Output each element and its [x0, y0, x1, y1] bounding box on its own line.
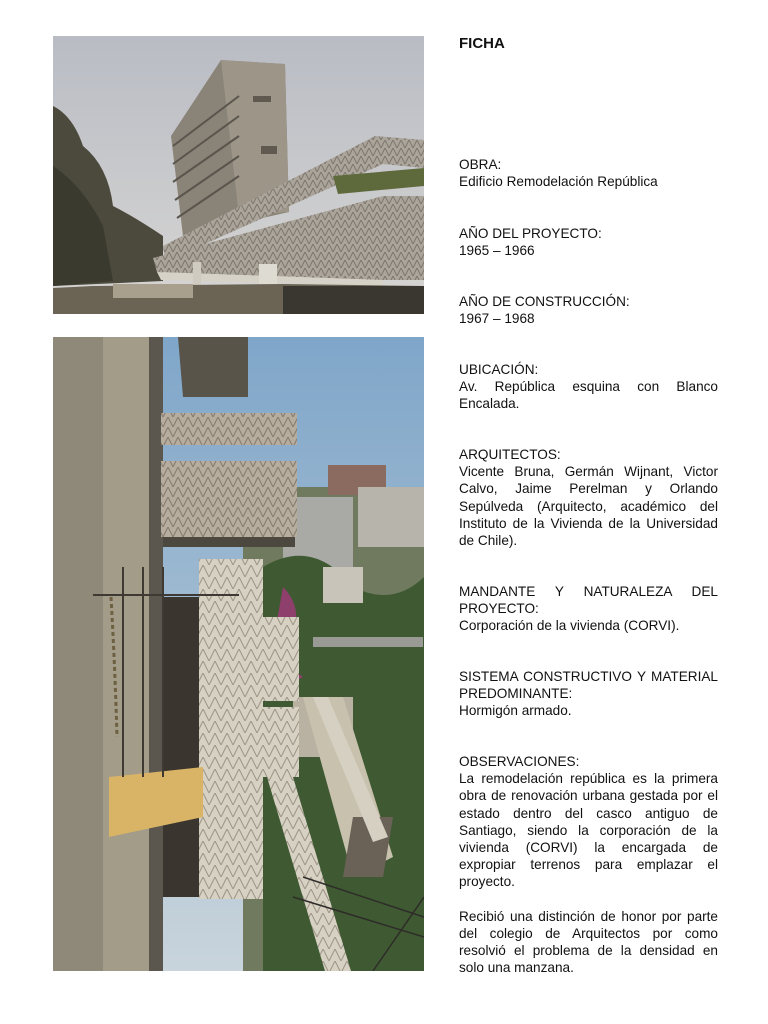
observaciones-paragraph-1: La remodelación república es la primera obra de renovación urbana gestada por el estado dentro del casco antiguo de Santiago, siendo la corporación de la vivienda (CORVI) la encargada de expropiar terrenos para emplazar el proyecto.	[459, 771, 718, 890]
ubicacion-label: UBICACIÓN:	[459, 362, 539, 377]
sistema-label: SISTEMA CONSTRUCTIVO Y MATERIAL PREDOMINANTE:	[459, 669, 718, 702]
section-observaciones	[459, 753, 718, 976]
obra-label: OBRA:	[459, 157, 502, 172]
section-ubicacion	[459, 361, 718, 413]
section-obra	[459, 156, 718, 190]
building-photo-bottom	[53, 337, 424, 971]
observaciones-paragraph-2: Recibió una distinción de honor por parte del colegio de Arquitectos por como resolvió el problema de la densidad en solo una manzana.	[459, 908, 718, 976]
section-ano-construccion	[459, 293, 718, 327]
building-photo-top	[53, 36, 424, 314]
ano-construccion-value: 1967 – 1968	[459, 311, 535, 327]
obra-value: Edificio Remodelación República	[459, 174, 658, 190]
observaciones-label: OBSERVACIONES:	[459, 754, 580, 769]
mandante-value: Corporación de la vivienda (CORVI).	[459, 618, 680, 634]
section-sistema	[459, 668, 718, 720]
ano-construccion-label: AÑO DE CONSTRUCCIÓN:	[459, 294, 630, 309]
page-title: FICHA	[459, 35, 505, 52]
section-arquitectos	[459, 446, 718, 549]
mandante-label: MANDANTE Y NATURALEZA DEL PROYECTO:	[459, 584, 718, 617]
section-mandante	[459, 583, 718, 635]
ano-proyecto-value: 1965 – 1966	[459, 243, 535, 259]
arquitectos-label: ARQUITECTOS:	[459, 447, 561, 462]
ubicacion-value: Av. República esquina con Blanco Encalada.	[459, 379, 718, 412]
arquitectos-value: Vicente Bruna, Germán Wijnant, Victor Calvo, Jaime Perelman y Orlando Sepúlveda (Arquitecto, académico del Instituto de la Vivienda de la Universidad de Chile).	[459, 464, 718, 549]
section-ano-proyecto	[459, 225, 718, 259]
sistema-value: Hormigón armado.	[459, 703, 572, 719]
ano-proyecto-label: AÑO DEL PROYECTO:	[459, 226, 602, 241]
